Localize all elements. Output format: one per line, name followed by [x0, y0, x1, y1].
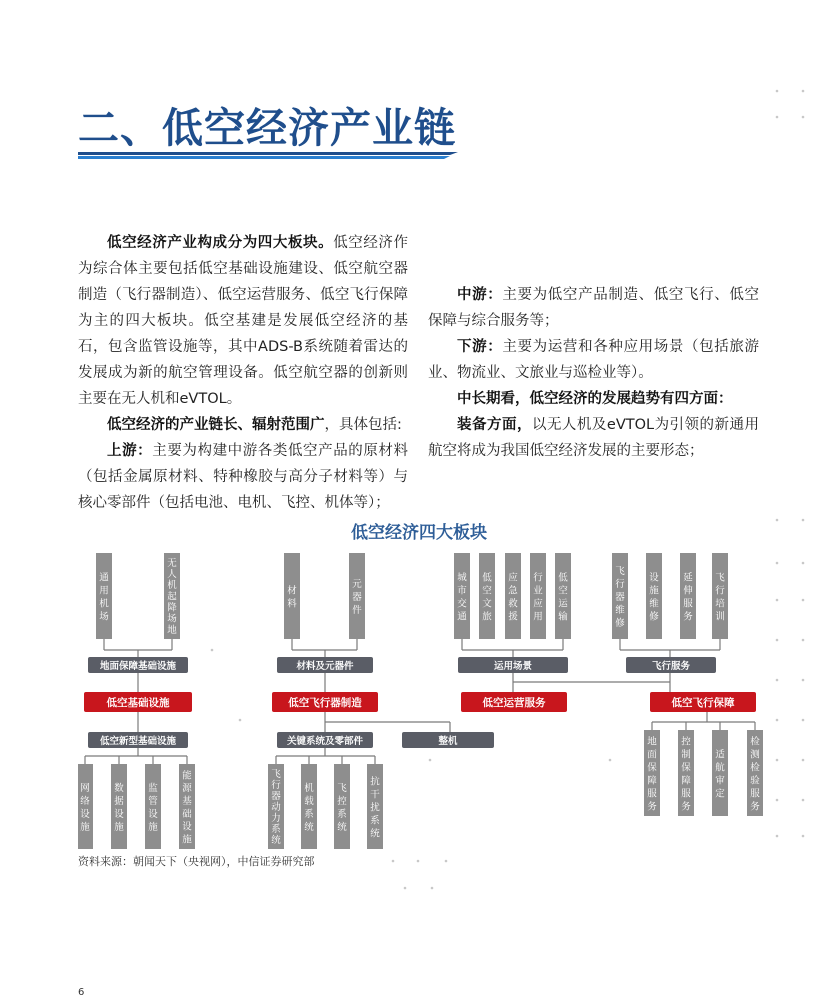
top-leaf-0-char: 场 — [99, 611, 109, 623]
bottom-leaf-9-char: 服 — [681, 788, 691, 800]
bottom-leaf-11-char: 验 — [750, 775, 760, 787]
top-leaf-6-char: 援 — [508, 611, 518, 623]
top-leaf-9-char: 飞 — [615, 565, 625, 577]
top-leaf-2-char: 材 — [287, 585, 297, 597]
top-leaf-5-char: 空 — [482, 585, 492, 597]
top-leaf-12-char: 行 — [715, 585, 725, 597]
top-leaf-10-char: 设 — [649, 572, 659, 584]
bottom-leaf-3-char: 设 — [182, 821, 192, 833]
bottom-leaf-0-char: 设 — [80, 808, 90, 820]
bottom-leaf-1-char: 施 — [114, 821, 124, 833]
upstream-text: 主要为构建中游各类低空产品的原材料（包括金属原材料、特种橡胶与高分子材料等）与核心零部件（包括电池、电机、飞控、机体等）； — [78, 443, 409, 511]
top-leaf-10-char: 修 — [649, 611, 659, 623]
downstream-text: 主要为运营和各种应用场景（包括旅游业、物流业、文旅业与巡检业等）。 — [428, 339, 760, 381]
top-leaf-12-char: 训 — [715, 611, 725, 623]
bottom-leaf-8-char: 面 — [647, 749, 657, 761]
top-leaf-1-char: 地 — [167, 624, 177, 636]
bottom-leaf-9-char: 务 — [681, 801, 691, 813]
top-leaf-1-char: 机 — [167, 580, 177, 592]
bottom-leaf-11-char: 检 — [750, 736, 760, 748]
bottom-leaf-4-char: 动 — [271, 801, 281, 813]
top-leaf-5-char: 文 — [482, 598, 492, 610]
top-leaf-8-char: 输 — [558, 611, 568, 623]
red-box-operation-service-label: 低空运营服务 — [482, 697, 546, 709]
industry-chain-diagram — [78, 540, 768, 850]
top-leaf-4-char: 城 — [457, 572, 467, 584]
chain-heading: 低空经济的产业链长、辐射范围广 — [107, 417, 325, 433]
bottom-leaf-10-char: 定 — [715, 788, 725, 800]
top-leaf-7-char: 业 — [533, 585, 543, 597]
top-leaf-6-char: 急 — [508, 585, 518, 597]
top-leaf-7-char: 行 — [533, 572, 543, 584]
lower-box-complete-machine-label: 整机 — [438, 736, 458, 747]
bottom-leaf-7-char: 扰 — [370, 802, 380, 814]
top-leaf-12-char: 培 — [715, 598, 725, 610]
bottom-leaf-8-char: 地 — [647, 736, 657, 748]
paragraph-downstream — [428, 334, 759, 386]
top-leaf-2-char: 料 — [287, 598, 297, 610]
top-leaf-11-char: 务 — [683, 611, 693, 623]
bottom-leaf-4-char: 统 — [271, 834, 281, 846]
bottom-leaf-2-char: 施 — [148, 821, 158, 833]
top-leaf-1-char: 起 — [167, 591, 177, 603]
bottom-leaf-7-char: 干 — [370, 789, 380, 801]
bottom-leaf-9-char: 障 — [681, 775, 691, 787]
top-leaf-5-char: 旅 — [482, 611, 492, 623]
red-box-flight-guarantee-label: 低空飞行保障 — [671, 697, 735, 709]
bottom-leaf-10-char: 适 — [715, 749, 725, 761]
paragraph-trends — [428, 386, 759, 412]
bottom-leaf-6-char: 统 — [337, 821, 347, 833]
top-leaf-1-char: 降 — [167, 602, 177, 614]
page-title: 二、低空经济产业链 — [78, 104, 456, 152]
bottom-leaf-11-char: 服 — [750, 788, 760, 800]
bottom-leaf-3-char: 施 — [182, 834, 192, 846]
top-leaf-4-char: 通 — [457, 611, 467, 623]
top-leaf-3-char: 器 — [352, 591, 362, 603]
midstream-heading: 中游： — [457, 287, 503, 303]
top-leaf-0-char: 用 — [99, 585, 109, 597]
lower-box-new-infrastructure-label: 低空新型基础设施 — [99, 736, 177, 747]
bottom-leaf-9-char: 控 — [681, 736, 691, 748]
top-leaf-3-char: 元 — [352, 578, 362, 590]
top-leaf-9-char: 行 — [615, 578, 625, 590]
top-leaf-7-char: 用 — [533, 611, 543, 623]
bottom-leaf-1-char: 设 — [114, 808, 124, 820]
bottom-leaf-7-char: 统 — [370, 828, 380, 840]
top-leaf-7-char: 应 — [533, 598, 543, 610]
bottom-leaf-8-char: 障 — [647, 775, 657, 787]
top-leaf-5-char: 低 — [482, 572, 492, 584]
bottom-leaf-6-char: 飞 — [337, 782, 347, 794]
top-leaf-0-char: 通 — [99, 572, 109, 584]
paragraph-upstream — [78, 438, 408, 516]
top-leaf-11-char: 伸 — [683, 585, 693, 597]
bottom-leaf-0-char: 网 — [80, 782, 90, 794]
bottom-leaf-4-char: 行 — [271, 779, 281, 791]
mid-box-materials-label: 材料及元器件 — [296, 661, 354, 672]
bottom-leaf-2-char: 设 — [148, 808, 158, 820]
page-number: 6 — [78, 987, 85, 998]
red-box-aircraft-manufacturing-label: 低空飞行器制造 — [288, 697, 362, 709]
top-leaf-11-char: 延 — [683, 572, 693, 584]
bottom-leaf-4-char: 器 — [271, 790, 281, 802]
bottom-leaf-4-char: 系 — [271, 823, 281, 835]
mid-box-scenarios-label: 运用场景 — [493, 661, 533, 672]
top-leaf-6-char: 应 — [508, 572, 518, 584]
bottom-leaf-2-char: 管 — [148, 795, 158, 807]
text-column-right — [428, 230, 759, 464]
bottom-leaf-4-char: 力 — [271, 812, 281, 824]
top-leaf-4-char: 交 — [457, 598, 467, 610]
bottom-leaf-10-char: 审 — [715, 775, 725, 787]
paragraph-chain — [78, 412, 408, 438]
lower-box-key-systems-label: 关键系统及零部件 — [286, 736, 364, 747]
mid-box-flight-service-label: 飞行服务 — [651, 661, 691, 672]
bottom-leaf-2-char: 监 — [148, 782, 158, 794]
overview-heading: 低空经济产业构成分为四大板块。 — [107, 235, 334, 251]
bottom-leaf-9-char: 保 — [681, 762, 691, 774]
midstream-text: 主要为低空产品制造、低空飞行、低空保障与综合服务等； — [428, 287, 760, 329]
top-leaf-11-char: 服 — [683, 598, 693, 610]
equipment-text: 以无人机及eVTOL为引领的新通用航空将成为我国低空经济发展的主要形态； — [428, 417, 759, 459]
top-leaf-9-char: 修 — [615, 617, 625, 629]
top-leaf-8-char: 低 — [558, 572, 568, 584]
bottom-leaf-3-char: 础 — [182, 808, 192, 820]
bottom-leaf-9-char: 制 — [681, 749, 691, 761]
bottom-leaf-8-char: 务 — [647, 801, 657, 813]
bottom-leaf-0-char: 施 — [80, 821, 90, 833]
top-leaf-8-char: 空 — [558, 585, 568, 597]
bottom-leaf-11-char: 测 — [750, 749, 760, 761]
paragraph-midstream — [428, 282, 759, 334]
bottom-leaf-5-char: 系 — [304, 808, 314, 820]
downstream-heading: 下游： — [457, 339, 503, 355]
top-leaf-8-char: 运 — [558, 598, 568, 610]
bottom-leaf-11-char: 务 — [750, 801, 760, 813]
upstream-heading: 上游： — [107, 443, 153, 459]
top-leaf-6-char: 救 — [508, 598, 518, 610]
bottom-leaf-5-char: 统 — [304, 821, 314, 833]
top-leaf-1-char: 场 — [167, 613, 177, 625]
bottom-leaf-10-char: 航 — [715, 762, 725, 774]
bottom-leaf-6-char: 控 — [337, 795, 347, 807]
bottom-leaf-8-char: 服 — [647, 788, 657, 800]
title-underline — [78, 152, 458, 159]
top-leaf-1-char: 无 — [167, 557, 177, 569]
bottom-leaf-0-char: 络 — [80, 795, 90, 807]
paragraph-overview — [78, 230, 408, 412]
bottom-leaf-7-char: 抗 — [370, 776, 380, 788]
bottom-leaf-4-char: 飞 — [271, 768, 281, 780]
top-leaf-9-char: 器 — [615, 591, 625, 603]
bottom-leaf-1-char: 据 — [114, 795, 124, 807]
chart-title: 低空经济四大板块 — [351, 523, 487, 543]
red-box-infrastructure-label: 低空基础设施 — [106, 697, 170, 709]
bottom-leaf-7-char: 系 — [370, 815, 380, 827]
bottom-leaf-6-char: 系 — [337, 808, 347, 820]
top-leaf-1-char: 人 — [167, 569, 177, 581]
source-note: 资料来源：朝闻天下（央视网），中信证券研究部 — [78, 855, 315, 868]
bottom-leaf-3-char: 基 — [182, 795, 192, 807]
top-leaf-12-char: 飞 — [715, 572, 725, 584]
bottom-leaf-5-char: 载 — [304, 795, 314, 807]
top-leaf-4-char: 市 — [457, 585, 467, 597]
top-leaf-9-char: 维 — [615, 604, 625, 616]
chain-text: ，具体包括: — [324, 417, 402, 433]
bottom-leaf-8-char: 保 — [647, 762, 657, 774]
bottom-leaf-1-char: 数 — [114, 782, 124, 794]
top-leaf-0-char: 机 — [99, 598, 109, 610]
overview-text: 低空经济作为综合体主要包括低空基础设施建设、低空航空器制造（飞行器制造）、低空运营服务、低空飞行保障为主的四大板块。低空基建是发展低空经济的基石，包含监管设施等，其中ADS-B系统随着雷达的发展成为新的航空管理设备。低空航空器的创新则主要在无人机和eVTOL。 — [78, 235, 409, 407]
bottom-leaf-11-char: 检 — [750, 762, 760, 774]
mid-box-ground-support-label: 地面保障基础设施 — [99, 661, 177, 672]
equipment-heading: 装备方面， — [457, 417, 532, 433]
trends-heading: 中长期看，低空经济的发展趋势有四方面： — [457, 391, 733, 407]
bottom-leaf-3-char: 能 — [182, 770, 192, 782]
top-leaf-10-char: 维 — [649, 598, 659, 610]
bottom-leaf-3-char: 源 — [182, 783, 192, 795]
paragraph-equipment — [428, 412, 759, 464]
text-column-left — [78, 230, 408, 516]
bottom-leaf-5-char: 机 — [304, 782, 314, 794]
top-leaf-3-char: 件 — [352, 604, 362, 616]
top-leaf-10-char: 施 — [649, 585, 659, 597]
